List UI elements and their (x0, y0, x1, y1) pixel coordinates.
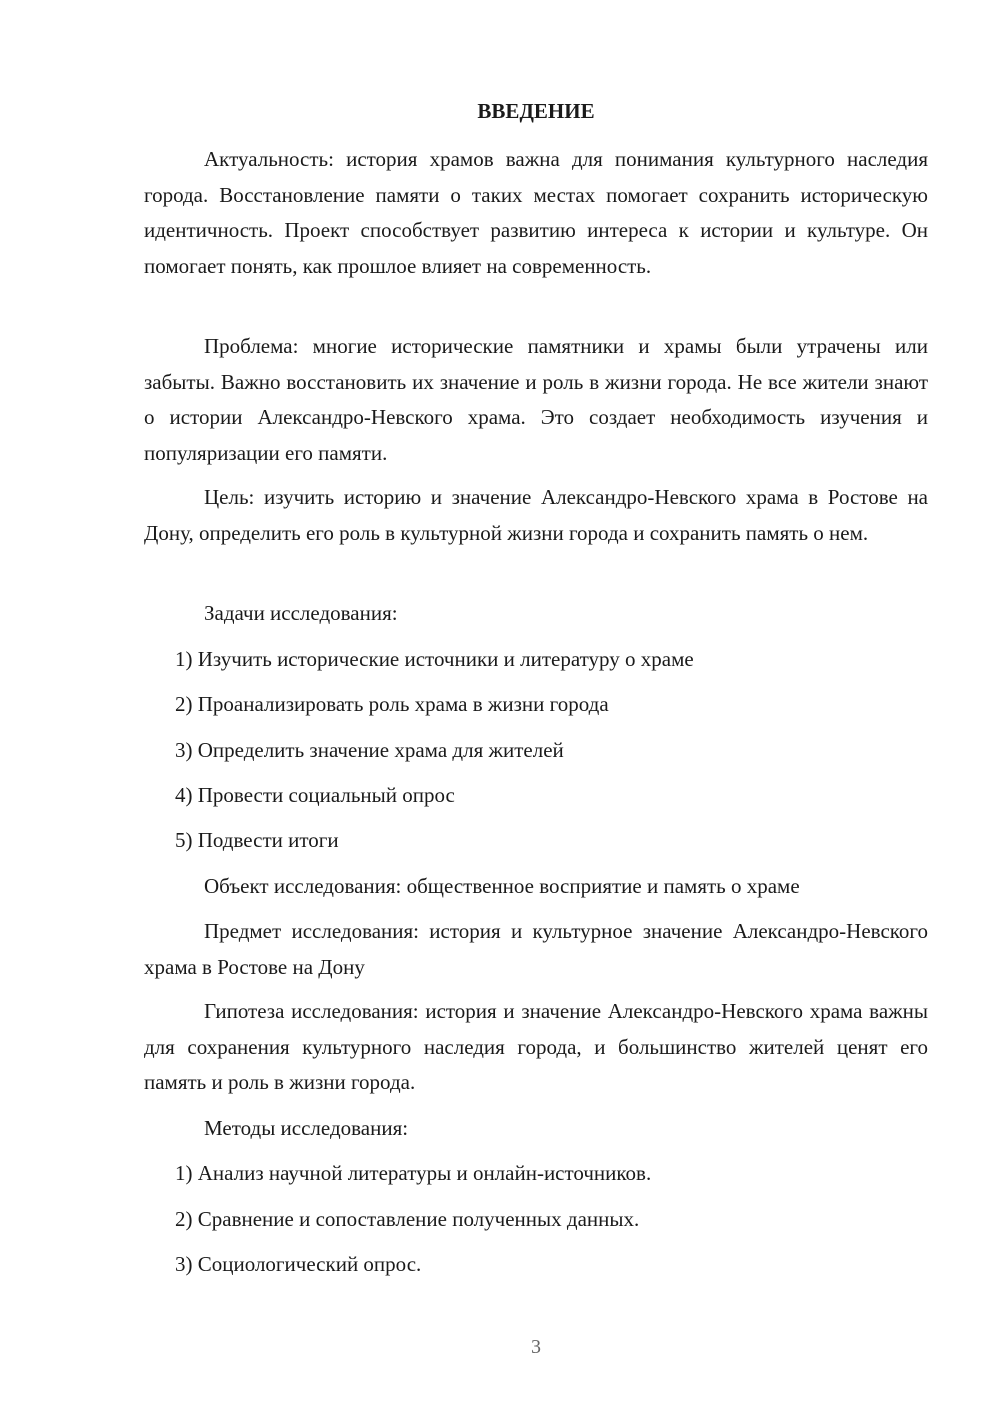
methods-heading: Методы исследования: (204, 1116, 409, 1140)
tasks-heading: Задачи исследования: (204, 601, 398, 625)
task-item: 3) Определить значение храма для жителей (175, 738, 564, 762)
object-paragraph: Объект исследования: общественное восприятие и память о храме (204, 874, 800, 898)
method-item: 1) Анализ научной литературы и онлайн-источников. (175, 1161, 652, 1185)
page-number: 3 (531, 1336, 541, 1358)
goal-paragraph: Цель: изучить историю и значение Александро-Невского храма в Ростове на Дону, определить его роль в культурной жизни города и сохранить память о нем. (144, 485, 928, 545)
task-item: 4) Провести социальный опрос (175, 783, 455, 807)
document-page (144, 0, 928, 1414)
method-item: 2) Сравнение и сопоставление полученных данных. (175, 1207, 640, 1231)
task-item: 5) Подвести итоги (175, 828, 339, 852)
relevance-paragraph: Актуальность: история храмов важна для понимания культурного наследия города. Восстановление памяти о таких местах помогает сохранить историческую идентичность. Проект способствует развитию интереса к истории и культуре. Он помогает понять, как прошлое влияет на современность. (144, 147, 928, 278)
problem-paragraph: Проблема: многие исторические памятники и храмы были утрачены или забыты. Важно восстановить их значение и роль в жизни города. Не все жители знают о истории Александро-Невского храма. Это создает необходимость изучения и популяризации его памяти. (144, 334, 928, 465)
hypothesis-paragraph: Гипотеза исследования: история и значение Александро-Невского храма важны для сохранения культурного наследия города, и большинство жителей ценят его память и роль в жизни города. (144, 999, 928, 1094)
task-item: 2) Проанализировать роль храма в жизни города (175, 692, 609, 716)
task-item: 1) Изучить исторические источники и литературу о храме (175, 647, 694, 671)
subject-paragraph: Предмет исследования: история и культурное значение Александро-Невского храма в Ростове на Дону (144, 919, 928, 979)
section-title: ВВЕДЕНИЕ (477, 99, 595, 123)
method-item: 3) Социологический опрос. (175, 1252, 422, 1276)
